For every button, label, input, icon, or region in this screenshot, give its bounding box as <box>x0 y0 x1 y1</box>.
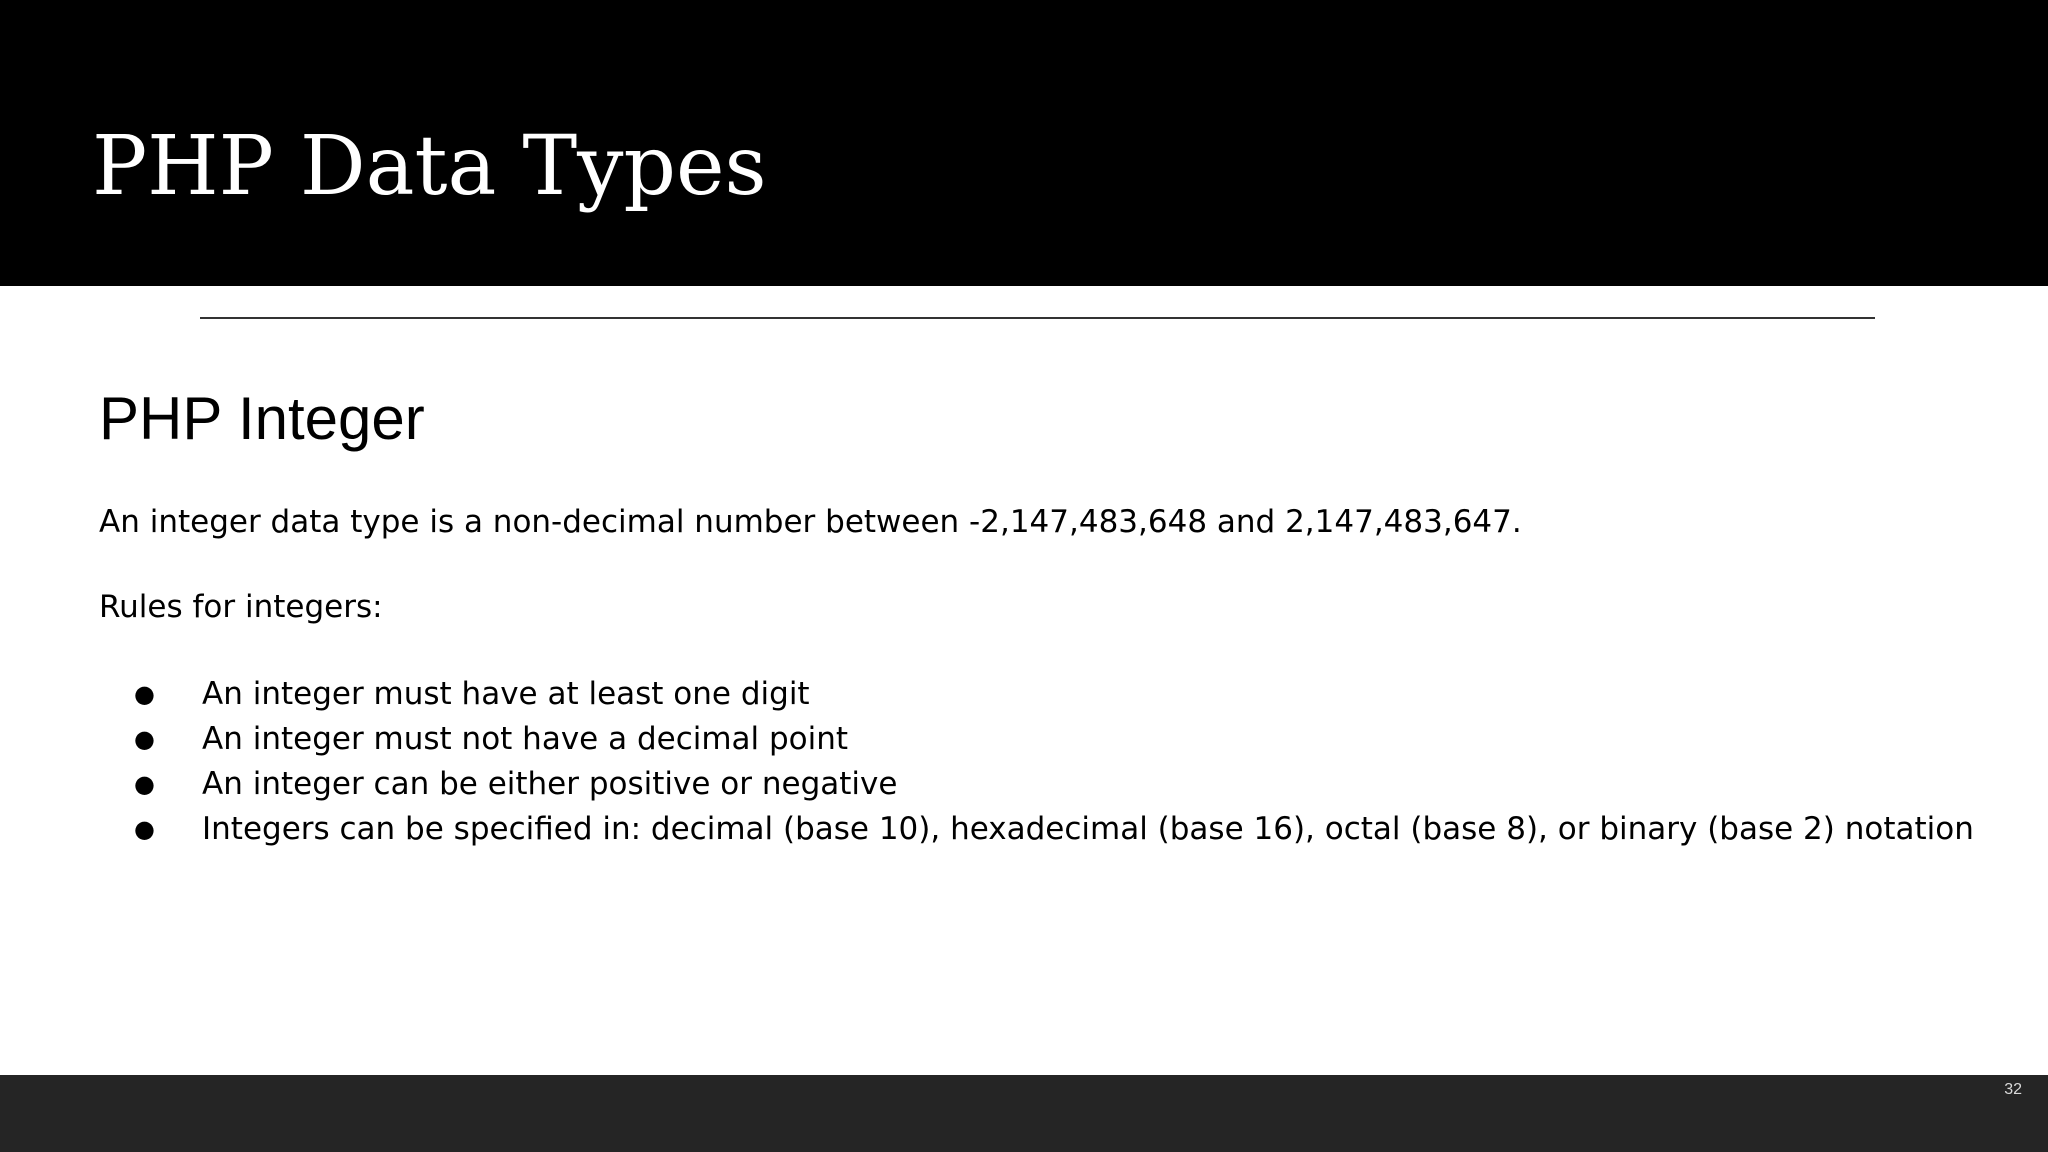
rule-text: An integer can be either positive or negative <box>202 766 898 802</box>
slide-title: PHP Data Types <box>92 119 767 214</box>
title-banner <box>0 0 2048 286</box>
bullet-icon: ● <box>134 725 155 753</box>
rule-text: An integer must not have a decimal point <box>202 721 849 757</box>
title-divider <box>200 317 1875 319</box>
slide-number: 32 <box>2004 1081 2022 1098</box>
rule-text: Integers can be specified in: decimal (base 10), hexadecimal (base 16), octal (base 8), or binary (base 2) notation <box>202 811 1974 847</box>
rule-item <box>0 672 2048 717</box>
rule-item <box>0 762 2048 807</box>
rule-item <box>0 807 2048 852</box>
footer-bar <box>0 1075 2048 1152</box>
rules-heading: Rules for integers: <box>99 589 383 625</box>
bullet-icon: ● <box>134 680 155 708</box>
rule-text: An integer must have at least one digit <box>202 676 810 712</box>
section-heading: PHP Integer <box>99 385 425 452</box>
bullet-icon: ● <box>134 770 155 798</box>
rule-item <box>0 717 2048 762</box>
bullet-icon: ● <box>134 815 155 843</box>
intro-paragraph: An integer data type is a non-decimal number between -2,147,483,648 and 2,147,483,647. <box>99 504 1522 540</box>
rules-list <box>0 672 2048 852</box>
